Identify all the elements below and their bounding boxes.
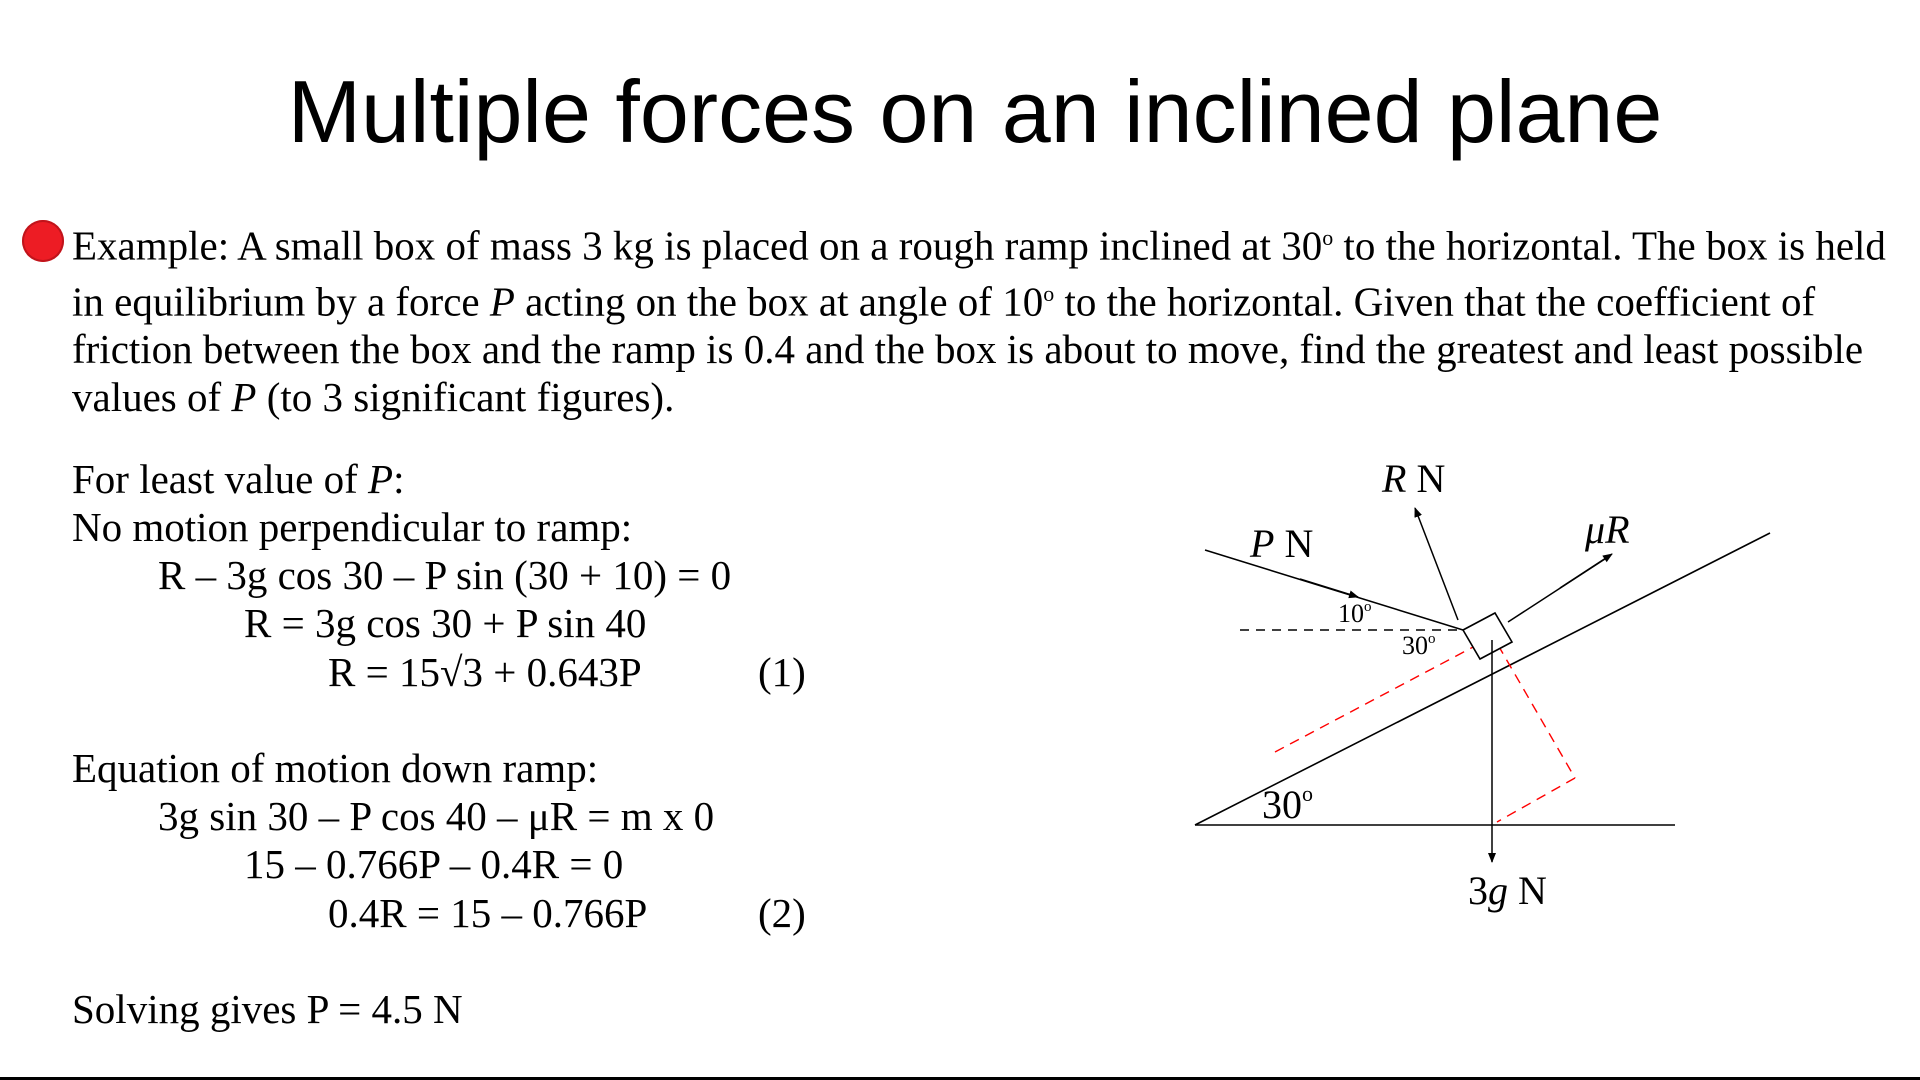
label-angle-30-base: 30$^o$ — [1262, 781, 1313, 827]
friction-arrow — [1560, 554, 1612, 588]
equation-1: R – 3g cos 30 – P sin (30 + 10) = 0 — [158, 552, 732, 598]
label-mu-r: μR — [1585, 507, 1630, 552]
weight-component-along-ramp — [1275, 637, 1492, 752]
label-angle-30-small: 30$^o$ — [1402, 631, 1436, 660]
slide-title: Multiple forces on an inclined plane — [287, 62, 1663, 161]
normal-reaction-arrow — [1415, 508, 1458, 620]
heading-colon: : — [393, 456, 405, 502]
degree-symbol: o — [1322, 225, 1334, 250]
example-text-4: to the horizontal. Given that the coefficient of friction between the box and the ramp is 0.4 and the box is about to move, find the greatest and least possible values of — [72, 278, 1864, 421]
motion-heading: Equation of motion down ramp: — [72, 745, 599, 791]
equation-5: 15 – 0.766P – 0.4R = 0 — [244, 841, 624, 887]
equation-4: 3g sin 30 – P cos 40 – μR = m x 0 — [158, 793, 715, 839]
label-p: P N — [1250, 521, 1314, 566]
weight-component-perpendicular — [1498, 645, 1575, 778]
example-text-5: (to 3 significant figures). — [256, 374, 675, 421]
degree-symbol: o — [1043, 280, 1055, 306]
label-angle-10: 10$^o$ — [1338, 599, 1372, 628]
equation-number-1: (1) — [758, 649, 806, 695]
label-r: R N — [1382, 456, 1446, 501]
example-text-2: to the horizontal. The box is held in equilibrium by a force — [72, 222, 1886, 325]
equation-number-2: (2) — [758, 890, 806, 936]
solution-line: Solving gives P = 4.5 N — [72, 986, 463, 1032]
heading-text: For least value of — [72, 456, 369, 502]
variable-p: P — [231, 374, 257, 421]
force-p-arrow — [1300, 579, 1358, 597]
equation-6: 0.4R = 15 – 0.766P — [328, 890, 648, 936]
perpendicular-heading: No motion perpendicular to ramp: — [72, 504, 633, 550]
variable-p: P — [368, 456, 394, 502]
equation-3: R = 15√3 + 0.643P — [328, 649, 642, 695]
example-text-1: Example: A small box of mass 3 kg is placed on a rough ramp inclined at 30 — [72, 222, 1323, 269]
label-weight: 3g N — [1468, 868, 1547, 913]
box-on-ramp — [1463, 613, 1512, 659]
equation-2: R = 3g cos 30 + P sin 40 — [244, 600, 647, 646]
example-text-3: acting on the box at angle of 10 — [514, 278, 1044, 325]
weight-component-closing — [1497, 778, 1575, 822]
variable-p: P — [489, 278, 515, 325]
